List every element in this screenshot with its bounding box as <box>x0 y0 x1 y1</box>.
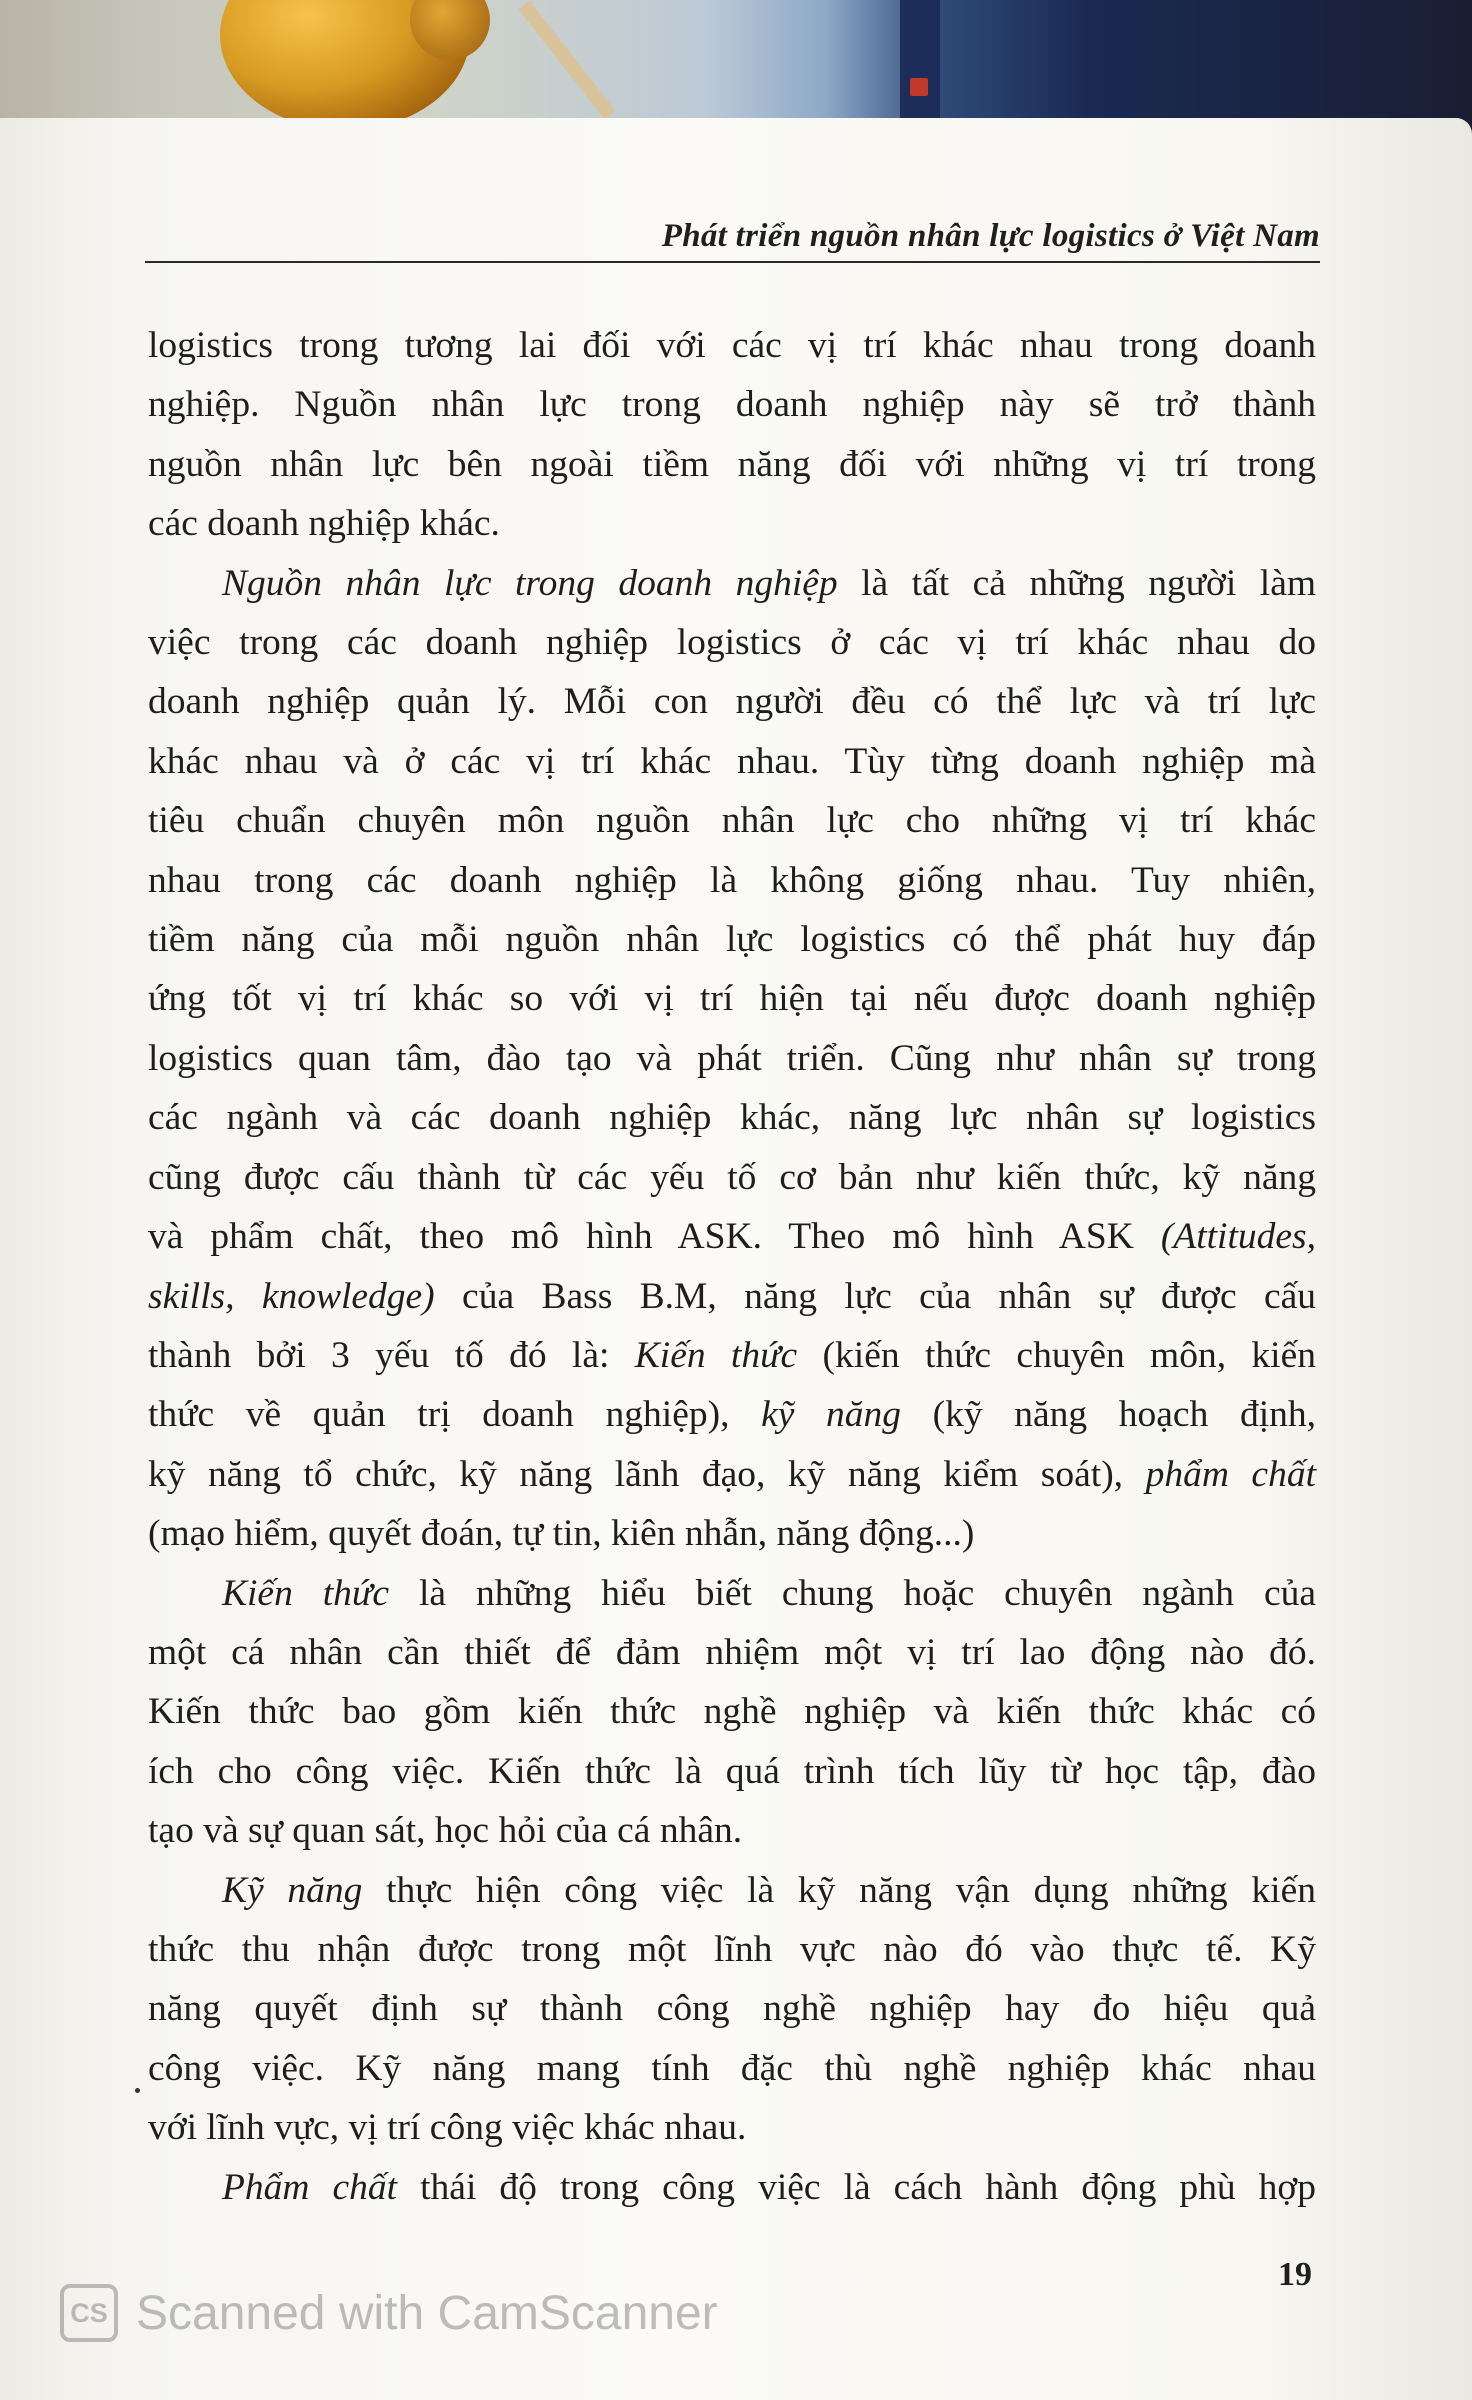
text-line: tiêu chuẩn chuyên môn nguồn nhân lực cho những vị trí khác <box>148 800 1316 842</box>
text-line: tiềm năng của mỗi nguồn nhân lực logistics có thể phát huy đáp <box>148 919 1316 961</box>
book-spine <box>900 0 940 130</box>
text-line: các ngành và các doanh nghiệp khác, năng lực nhân sự logistics <box>148 1097 1316 1139</box>
text-line: ích cho công việc. Kiến thức là quá trình tích lũy từ học tập, đào <box>148 1750 1316 1792</box>
italic-term: kỹ năng <box>761 1394 902 1436</box>
text-line: một cá nhân cần thiết để đảm nhiệm một vị trí lao động nào đó. <box>148 1631 1316 1673</box>
italic-term: skills, knowledge) <box>148 1275 435 1317</box>
text-line: thức thu nhận được trong một lĩnh vực nào đó vào thực tế. Kỹ <box>148 1928 1316 1970</box>
header-rule <box>145 261 1320 263</box>
text-line: ứng tốt vị trí khác so với vị trí hiện tại nếu được doanh nghiệp <box>148 978 1316 1020</box>
text-segment: kỹ năng tổ chức, kỹ năng lãnh đạo, kỹ năng kiểm soát), <box>148 1453 1146 1495</box>
text-line: doanh nghiệp quản lý. Mỗi con người đều có thể lực và trí lực <box>148 681 1316 723</box>
page-number: 19 <box>1278 2256 1312 2293</box>
spine-logo-mark <box>910 78 928 96</box>
text-line: (mạo hiểm, quyết đoán, tự tin, kiên nhẫn, năng động...) <box>148 1513 975 1555</box>
book-page <box>0 118 1472 2400</box>
camscanner-logo-icon: CS <box>60 2284 118 2342</box>
italic-term: Kiến thức <box>222 1572 390 1614</box>
paragraph-first-line <box>148 2158 1316 2217</box>
body-text <box>148 316 1316 2217</box>
text-line: cũng được cấu thành từ các yếu tố cơ bản như kiến thức, kỹ năng <box>148 1156 1316 1198</box>
text-line: logistics trong tương lai đối với các vị trí khác nhau trong doanh <box>148 325 1316 366</box>
text-segment: thức về quản trị doanh nghiệp), <box>148 1394 762 1436</box>
text-line: tạo và sự quan sát, học hỏi của cá nhân. <box>148 1810 743 1852</box>
text-line <box>148 1445 1316 1504</box>
running-header: Phát triển nguồn nhân lực logistics ở Việt Nam <box>661 218 1320 254</box>
text-segment: thái độ trong công việc là cách hành động phù hợp <box>397 2166 1316 2208</box>
text-line <box>148 1326 1316 1385</box>
text-line: năng quyết định sự thành công nghề nghiệp hay đo hiệu quả <box>148 1988 1316 2030</box>
paragraph-first-line <box>148 1564 1316 1623</box>
text-line <box>148 1207 1316 1266</box>
italic-term: Kiến thức <box>634 1334 798 1376</box>
text-segment: là tất cả những người làm <box>837 562 1317 604</box>
italic-term: phẩm chất <box>1145 1453 1316 1495</box>
text-line: nguồn nhân lực bên ngoài tiềm năng đối với những vị trí trong <box>148 443 1316 485</box>
italic-term: (Attitudes, <box>1160 1216 1316 1258</box>
text-segment: thực hiện công việc là kỹ năng vận dụng những kiến <box>362 1869 1316 1911</box>
text-line: khác nhau và ở các vị trí khác nhau. Tùy từng doanh nghiệp mà <box>148 740 1316 782</box>
text-line: việc trong các doanh nghiệp logistics ở các vị trí khác nhau do <box>148 622 1316 664</box>
text-line: với lĩnh vực, vị trí công việc khác nhau. <box>148 2107 747 2149</box>
italic-term: Kỹ năng <box>222 1869 363 1911</box>
italic-term: Nguồn nhân lực trong doanh nghiệp <box>222 562 838 604</box>
text-segment: (kiến thức chuyên môn, kiến <box>797 1334 1316 1376</box>
stray-mark <box>135 2088 140 2093</box>
text-line: nhau trong các doanh nghiệp là không giống nhau. Tuy nhiên, <box>148 859 1316 901</box>
paragraph-first-line <box>148 1861 1316 1920</box>
text-line: logistics quan tâm, đào tạo và phát triển. Cũng như nhân sự trong <box>148 1037 1316 1079</box>
text-line: các doanh nghiệp khác. <box>148 503 500 545</box>
text-segment: và phẩm chất, theo mô hình ASK. Theo mô hình ASK <box>148 1216 1161 1258</box>
text-segment: (kỹ năng hoạch định, <box>901 1394 1316 1436</box>
text-segment: là những hiểu biết chung hoặc chuyên ngành của <box>389 1572 1316 1614</box>
stick-image <box>518 1 615 120</box>
text-line: Kiến thức bao gồm kiến thức nghề nghiệp và kiến thức khác có <box>148 1691 1316 1733</box>
paragraph-first-line <box>148 554 1316 613</box>
watermark-text: Scanned with CamScanner <box>136 2286 718 2340</box>
italic-term: Phẩm chất <box>222 2166 398 2208</box>
camscanner-watermark <box>60 2278 718 2348</box>
text-line <box>148 1267 1316 1326</box>
text-line <box>148 1385 1316 1444</box>
text-segment: thành bởi 3 yếu tố đó là: <box>148 1334 635 1376</box>
text-line: công việc. Kỹ năng mang tính đặc thù nghề nghiệp khác nhau <box>148 2047 1316 2089</box>
text-line: nghiệp. Nguồn nhân lực trong doanh nghiệp này sẽ trở thành <box>148 384 1316 426</box>
text-segment: của Bass B.M, năng lực của nhân sự được cấu <box>434 1275 1316 1317</box>
